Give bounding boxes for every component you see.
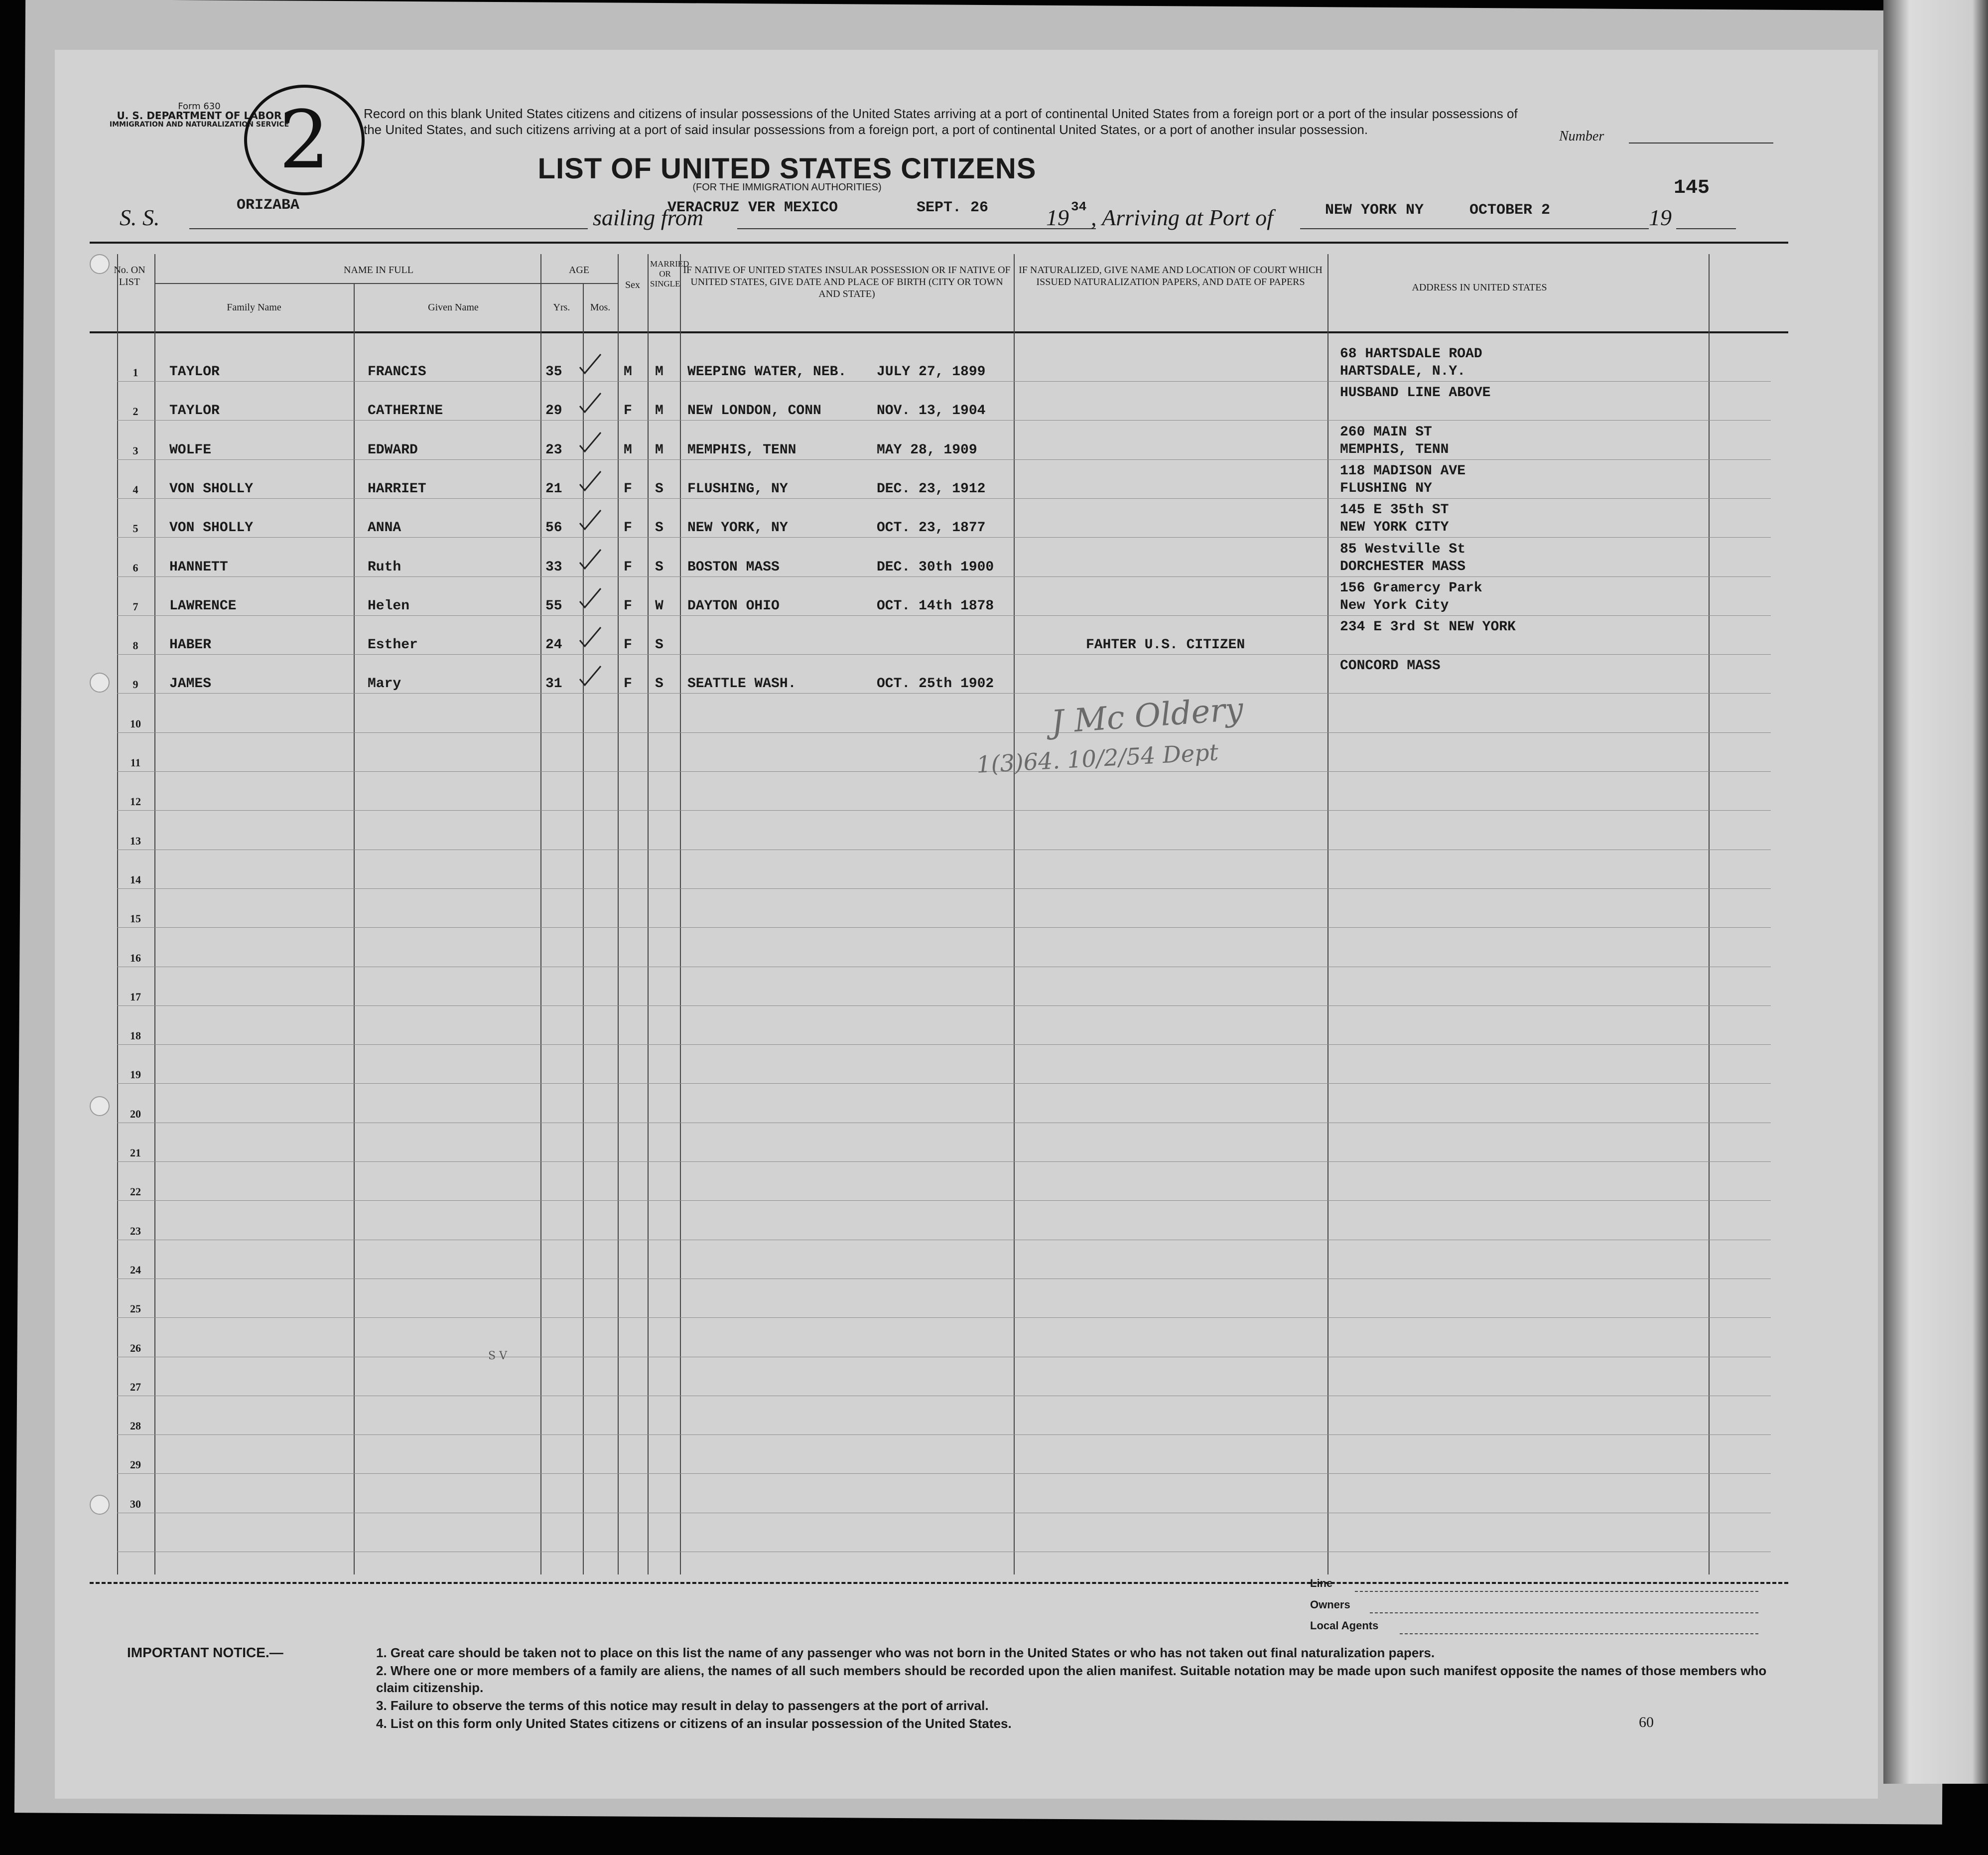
cell-age: 21 [545, 481, 562, 497]
cell-ms: S [655, 520, 663, 536]
col-line [1709, 254, 1710, 1574]
year2-line [1676, 228, 1736, 229]
cell-age: 31 [545, 676, 562, 692]
cell-birthplace: DAYTON OHIO [687, 598, 780, 614]
col-line [680, 254, 681, 1574]
cell-age: 55 [545, 598, 562, 614]
row-rule [117, 1161, 1771, 1162]
row-number: 19 [130, 1068, 141, 1081]
owners-underline [1370, 1612, 1758, 1613]
cell-age: 35 [545, 364, 562, 380]
cell-given: HARRIET [368, 481, 426, 497]
table-bottom-rule [90, 1582, 1788, 1584]
cell-birthdate: OCT. 23, 1877 [877, 520, 986, 536]
cell-age: 56 [545, 520, 562, 536]
number-label: Number [1559, 129, 1604, 144]
cell-birthplace: MEMPHIS, TENN [687, 442, 796, 458]
manifest-page [55, 50, 1878, 1799]
cell-address-line1: HUSBAND LINE ABOVE [1340, 385, 1491, 401]
row-rule [117, 1200, 1771, 1201]
cell-age: 29 [545, 403, 562, 419]
cell-birthplace: WEEPING WATER, NEB. [687, 364, 847, 380]
binder-hole [90, 1495, 110, 1515]
year-suffix: 34 [1071, 199, 1087, 214]
cell-birthplace: FLUSHING, NY [687, 481, 788, 497]
age-subheader-line [540, 283, 618, 284]
handwritten-notation: 1(3)64. 10/2/54 Dept [975, 738, 1219, 778]
line-underline [1355, 1591, 1758, 1592]
row-number: 27 [130, 1380, 141, 1393]
cell-ms: S [655, 637, 663, 653]
sailing-label: sailing from [593, 205, 703, 230]
cell-naturalized: FAHTER U.S. CITIZEN [1086, 637, 1245, 653]
header-married-single: MARRIED OR SINGLE [650, 259, 689, 288]
check-mark-icon [578, 508, 603, 531]
year-prefix: 19 [1046, 205, 1069, 230]
check-mark-icon [578, 664, 603, 687]
check-mark-icon [578, 430, 603, 453]
cell-address-line1: 234 E 3rd St NEW YORK [1340, 619, 1516, 635]
row-number: 10 [130, 717, 141, 730]
arrival-date: OCTOBER 2 [1469, 202, 1551, 219]
check-mark-icon [578, 548, 603, 571]
stacked-pages-edge [1883, 0, 1988, 1784]
notice-item: 2. Where one or more members of a family are aliens, the names of all such members should be recorded upon the alien manifest. Suitable notation may be made upon such manifest opposite the names of those members who claim citizenship. [376, 1663, 1767, 1695]
row-rule [117, 381, 1771, 382]
row-rule [117, 1473, 1771, 1474]
cell-birthdate: OCT. 25th 1902 [877, 676, 994, 692]
row-number: 30 [130, 1497, 141, 1510]
form-number: Form 630 [178, 101, 221, 112]
cell-ms: M [655, 403, 663, 419]
cell-family: JAMES [169, 676, 212, 692]
cell-ms: S [655, 676, 663, 692]
cell-sex: F [624, 481, 632, 497]
cell-address-line1: CONCORD MASS [1340, 658, 1441, 674]
row-number: 12 [130, 795, 141, 808]
cell-sex: F [624, 520, 632, 536]
cell-sex: F [624, 559, 632, 575]
row-rule [117, 927, 1771, 928]
cell-given: Mary [368, 676, 401, 692]
handwritten-signature: J Mc Oldery [1050, 691, 1245, 741]
row-number: 8 [133, 639, 138, 652]
cell-birthplace: NEW LONDON, CONN [687, 403, 821, 419]
row-number: 24 [130, 1263, 141, 1276]
cell-family: TAYLOR [169, 403, 220, 419]
ss-label: S. S. [120, 205, 160, 230]
row-number: 7 [133, 600, 138, 613]
cell-address-line1: 68 HARTSDALE ROAD [1340, 346, 1482, 362]
notice-item: 1. Great care should be taken not to place on this list the name of any passenger who was not born in the United States or who has not taken out final naturalization papers. [376, 1645, 1435, 1660]
cell-address-line2: HARTSDALE, N.Y. [1340, 364, 1466, 379]
col-line [1014, 254, 1015, 1574]
binder-hole [90, 254, 110, 274]
check-mark-icon [578, 586, 603, 609]
col-line [648, 254, 649, 1574]
cell-ms: W [655, 598, 663, 614]
row-number: 23 [130, 1224, 141, 1237]
col-line [354, 284, 355, 1574]
row-number: 11 [130, 756, 141, 769]
cell-family: HANNETT [169, 559, 228, 575]
line-label: Line [1310, 1577, 1333, 1589]
header-mos: Mos. [590, 302, 611, 313]
check-mark-icon [578, 469, 603, 492]
page-title: LIST OF UNITED STATES CITIZENS [537, 152, 1037, 185]
row-number: 22 [130, 1185, 141, 1198]
row-rule [117, 810, 1771, 811]
row-rule [117, 498, 1771, 499]
row-number: 29 [130, 1458, 141, 1471]
cell-birthdate: DEC. 23, 1912 [877, 481, 986, 497]
cell-sex: M [624, 442, 632, 458]
header-name-in-full: NAME IN FULL [344, 265, 413, 276]
cell-birthplace: BOSTON MASS [687, 559, 780, 575]
header-bottom-rule [90, 331, 1788, 333]
header-given-name: Given Name [428, 302, 479, 313]
row-rule [117, 1044, 1771, 1045]
cell-birthdate: MAY 28, 1909 [877, 442, 977, 458]
owners-label: Owners [1310, 1598, 1350, 1611]
binder-hole [90, 1096, 110, 1116]
header-age: AGE [568, 265, 590, 276]
cell-family: HABER [169, 637, 212, 653]
sailing-date: SEPT. 26 [917, 199, 989, 216]
cell-birthplace: SEATTLE WASH. [687, 676, 796, 692]
header-naturalized: IF NATURALIZED, GIVE NAME AND LOCATION OF COURT WHICH ISSUED NATURALIZATION PAPERS, AND DATE OF PAPERS [1019, 265, 1323, 287]
row-number: 15 [130, 912, 141, 925]
row-number: 13 [130, 834, 141, 847]
department: U. S. DEPARTMENT OF LABOR [117, 110, 282, 122]
cell-address-line1: 260 MAIN ST [1340, 424, 1432, 440]
row-number: 21 [130, 1146, 141, 1159]
cell-sex: F [624, 637, 632, 653]
cell-birthdate: OCT. 14th 1878 [877, 598, 994, 614]
row-rule [117, 654, 1771, 655]
ship-line [189, 228, 588, 229]
row-number: 5 [133, 522, 138, 535]
cell-age: 33 [545, 559, 562, 575]
page-number: 145 [1674, 177, 1710, 199]
cell-address-line2: New York City [1340, 597, 1449, 613]
ship-name: ORIZABA [237, 197, 300, 214]
cell-sex: M [624, 364, 632, 380]
row-number: 16 [130, 951, 141, 964]
cell-ms: M [655, 442, 663, 458]
row-number: 3 [133, 444, 138, 457]
row-rule [117, 420, 1771, 421]
page-subtitle: (FOR THE IMMIGRATION AUTHORITIES) [692, 182, 882, 193]
cell-sex: F [624, 676, 632, 692]
cell-birthdate: JULY 27, 1899 [877, 364, 986, 380]
cell-address-line2: MEMPHIS, TENN [1340, 441, 1449, 457]
notice-label: IMPORTANT NOTICE.— [127, 1645, 283, 1660]
cell-birthdate: DEC. 30th 1900 [877, 559, 994, 575]
cell-birthplace: NEW YORK, NY [687, 520, 788, 536]
arrival-port: NEW YORK NY [1325, 202, 1424, 219]
cell-address-line2: FLUSHING NY [1340, 480, 1432, 496]
from-port: VERACRUZ VER MEXICO [667, 199, 838, 216]
cell-family: VON SHOLLY [169, 520, 254, 536]
cell-address-line1: 145 E 35th ST [1340, 502, 1449, 518]
row-number: 1 [133, 366, 138, 379]
cell-ms: S [655, 559, 663, 575]
header-family-name: Family Name [227, 302, 281, 313]
header-top-rule [90, 242, 1788, 244]
cell-given: ANNA [368, 520, 401, 536]
arriving-label: , Arriving at Port of [1091, 205, 1273, 230]
cell-address-line2: DORCHESTER MASS [1340, 559, 1466, 574]
cell-family: WOLFE [169, 442, 212, 458]
row-number: 26 [130, 1341, 141, 1354]
col-line [1327, 254, 1328, 1574]
cell-birthdate: NOV. 13, 1904 [877, 403, 986, 419]
row-number: 20 [130, 1107, 141, 1120]
header-sex: Sex [625, 280, 640, 290]
arrival-line [1300, 228, 1649, 229]
cell-given: Ruth [368, 559, 401, 575]
row-rule [117, 888, 1771, 889]
name-subheader-line [154, 283, 540, 284]
row-rule [117, 1434, 1771, 1435]
row-number: 14 [130, 873, 141, 886]
agents-underline [1400, 1633, 1758, 1634]
row-rule [117, 732, 1771, 733]
row-number: 25 [130, 1302, 141, 1315]
check-mark-icon [578, 352, 603, 375]
row-rule [117, 576, 1771, 577]
check-mark-icon [578, 391, 603, 414]
cell-given: EDWARD [368, 442, 418, 458]
from-line [737, 228, 1096, 229]
cell-given: FRANCIS [368, 364, 426, 380]
header-birth: IF NATIVE OF UNITED STATES INSULAR POSSESSION OR IF NATIVE OF UNITED STATES, GIVE DATE AND PLACE OF BIRTH (CITY OR TOWN AND STATE) [683, 265, 1011, 299]
cell-address-line1: 85 Westville St [1340, 541, 1466, 557]
row-number: 18 [130, 1029, 141, 1042]
col-line [540, 254, 541, 1574]
header-no: No. ON LIST [114, 265, 145, 287]
cell-address-line2: NEW YORK CITY [1340, 520, 1449, 536]
agents-label: Local Agents [1310, 1619, 1379, 1632]
row-rule [117, 615, 1771, 616]
row-number: 9 [133, 678, 138, 691]
row-rule [117, 1005, 1771, 1006]
cell-age: 24 [545, 637, 562, 653]
notice-items [376, 1644, 1771, 1733]
notice-item: 3. Failure to observe the terms of this notice may result in delay to passengers at the port of arrival. [376, 1698, 989, 1713]
row-rule [117, 693, 1771, 694]
margin-initials: S V [488, 1350, 507, 1362]
form-instructions: Record on this blank United States citizens and citizens of insular possessions of the United States arriving at a port of continental United States from a foreign port or a port of the insular possessions of the United States, and such citizens arriving at a port of said insular possessions from a foreign port, a port of continental United States, or a port of another insular possession. [364, 106, 1518, 137]
cell-family: VON SHOLLY [169, 481, 254, 497]
cell-sex: F [624, 598, 632, 614]
cell-family: TAYLOR [169, 364, 220, 380]
row-number: 6 [133, 561, 138, 574]
cell-address-line1: 156 Gramercy Park [1340, 580, 1482, 596]
form-stamp: 60 [1639, 1714, 1654, 1730]
row-rule [117, 1317, 1771, 1318]
header-address: ADDRESS IN UNITED STATES [1412, 282, 1547, 293]
service: IMMIGRATION AND NATURALIZATION SERVICE [109, 121, 289, 129]
handwritten-circled-number: 2 [244, 85, 365, 195]
cell-sex: F [624, 403, 632, 419]
row-rule [117, 459, 1771, 460]
cell-given: CATHERINE [368, 403, 443, 419]
binder-hole [90, 673, 110, 693]
cell-given: Esther [368, 637, 418, 653]
row-rule [117, 771, 1771, 772]
check-mark-icon [578, 625, 603, 648]
year2-prefix: 19 [1649, 205, 1672, 230]
col-line [618, 254, 619, 1574]
cell-given: Helen [368, 598, 410, 614]
cell-ms: S [655, 481, 663, 497]
row-number: 2 [133, 405, 138, 418]
cell-ms: M [655, 364, 663, 380]
row-number: 17 [130, 990, 141, 1003]
header-yrs: Yrs. [553, 302, 570, 313]
row-number: 4 [133, 483, 138, 496]
row-rule [117, 537, 1771, 538]
cell-age: 23 [545, 442, 562, 458]
row-number: 28 [130, 1420, 141, 1432]
cell-family: LAWRENCE [169, 598, 237, 614]
cell-address-line1: 118 MADISON AVE [1340, 463, 1466, 479]
notice-item: 4. List on this form only United States citizens or citizens of an insular possession of the United States. [376, 1716, 1012, 1731]
row-rule [117, 1083, 1771, 1084]
